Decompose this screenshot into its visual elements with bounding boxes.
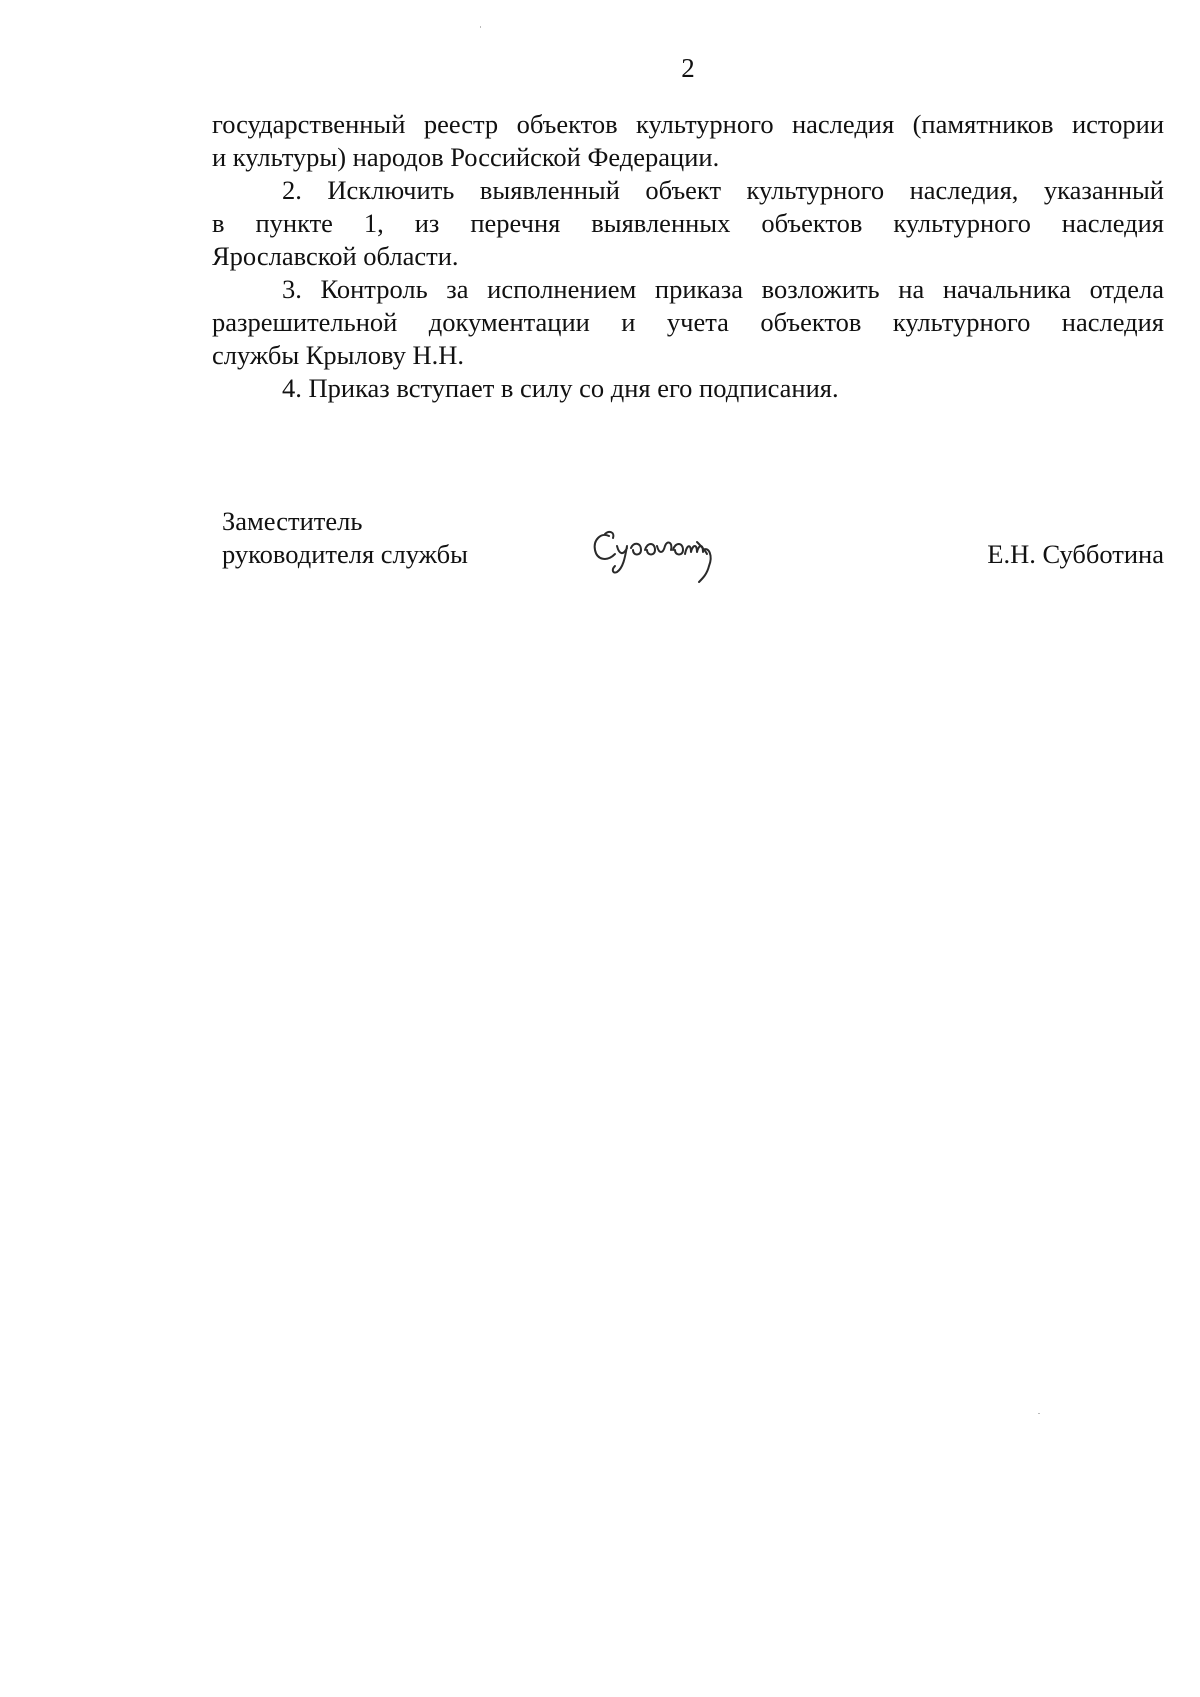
signatory-title-line-1: Заместитель [222, 506, 363, 536]
paragraph-4 [212, 372, 1164, 405]
signature-block [222, 505, 1164, 595]
signatory-title [222, 505, 468, 571]
document-body [212, 108, 1164, 405]
text-line: и культуры) народов Российской Федерации. [212, 142, 720, 172]
scan-speck [1038, 1413, 1040, 1414]
paragraph-1-continuation [212, 108, 1164, 174]
page-number: 2 [681, 53, 695, 83]
paragraph-2 [212, 174, 1164, 273]
text-line: в пункте 1, из перечня выявленных объектов культурного наследия [212, 208, 1164, 238]
text-line: 3. Контроль за исполнением приказа возложить на начальника отдела [282, 274, 1164, 304]
text-line: службы Крылову Н.Н. [212, 340, 464, 370]
text-line: разрешительной документации и учета объектов культурного наследия [212, 307, 1164, 337]
text-line: 4. Приказ вступает в силу со дня его подписания. [282, 373, 839, 403]
scan-speck [480, 26, 481, 28]
signatory-name: Е.Н. Субботина [987, 539, 1164, 569]
signatory-title-line-2: руководителя службы [222, 539, 468, 569]
handwritten-signature [587, 520, 727, 590]
text-line: государственный реестр объектов культурного наследия (памятников истории [212, 109, 1164, 139]
paragraph-3 [212, 273, 1164, 372]
text-line: Ярославской области. [212, 241, 459, 271]
text-line: 2. Исключить выявленный объект культурного наследия, указанный [282, 175, 1164, 205]
